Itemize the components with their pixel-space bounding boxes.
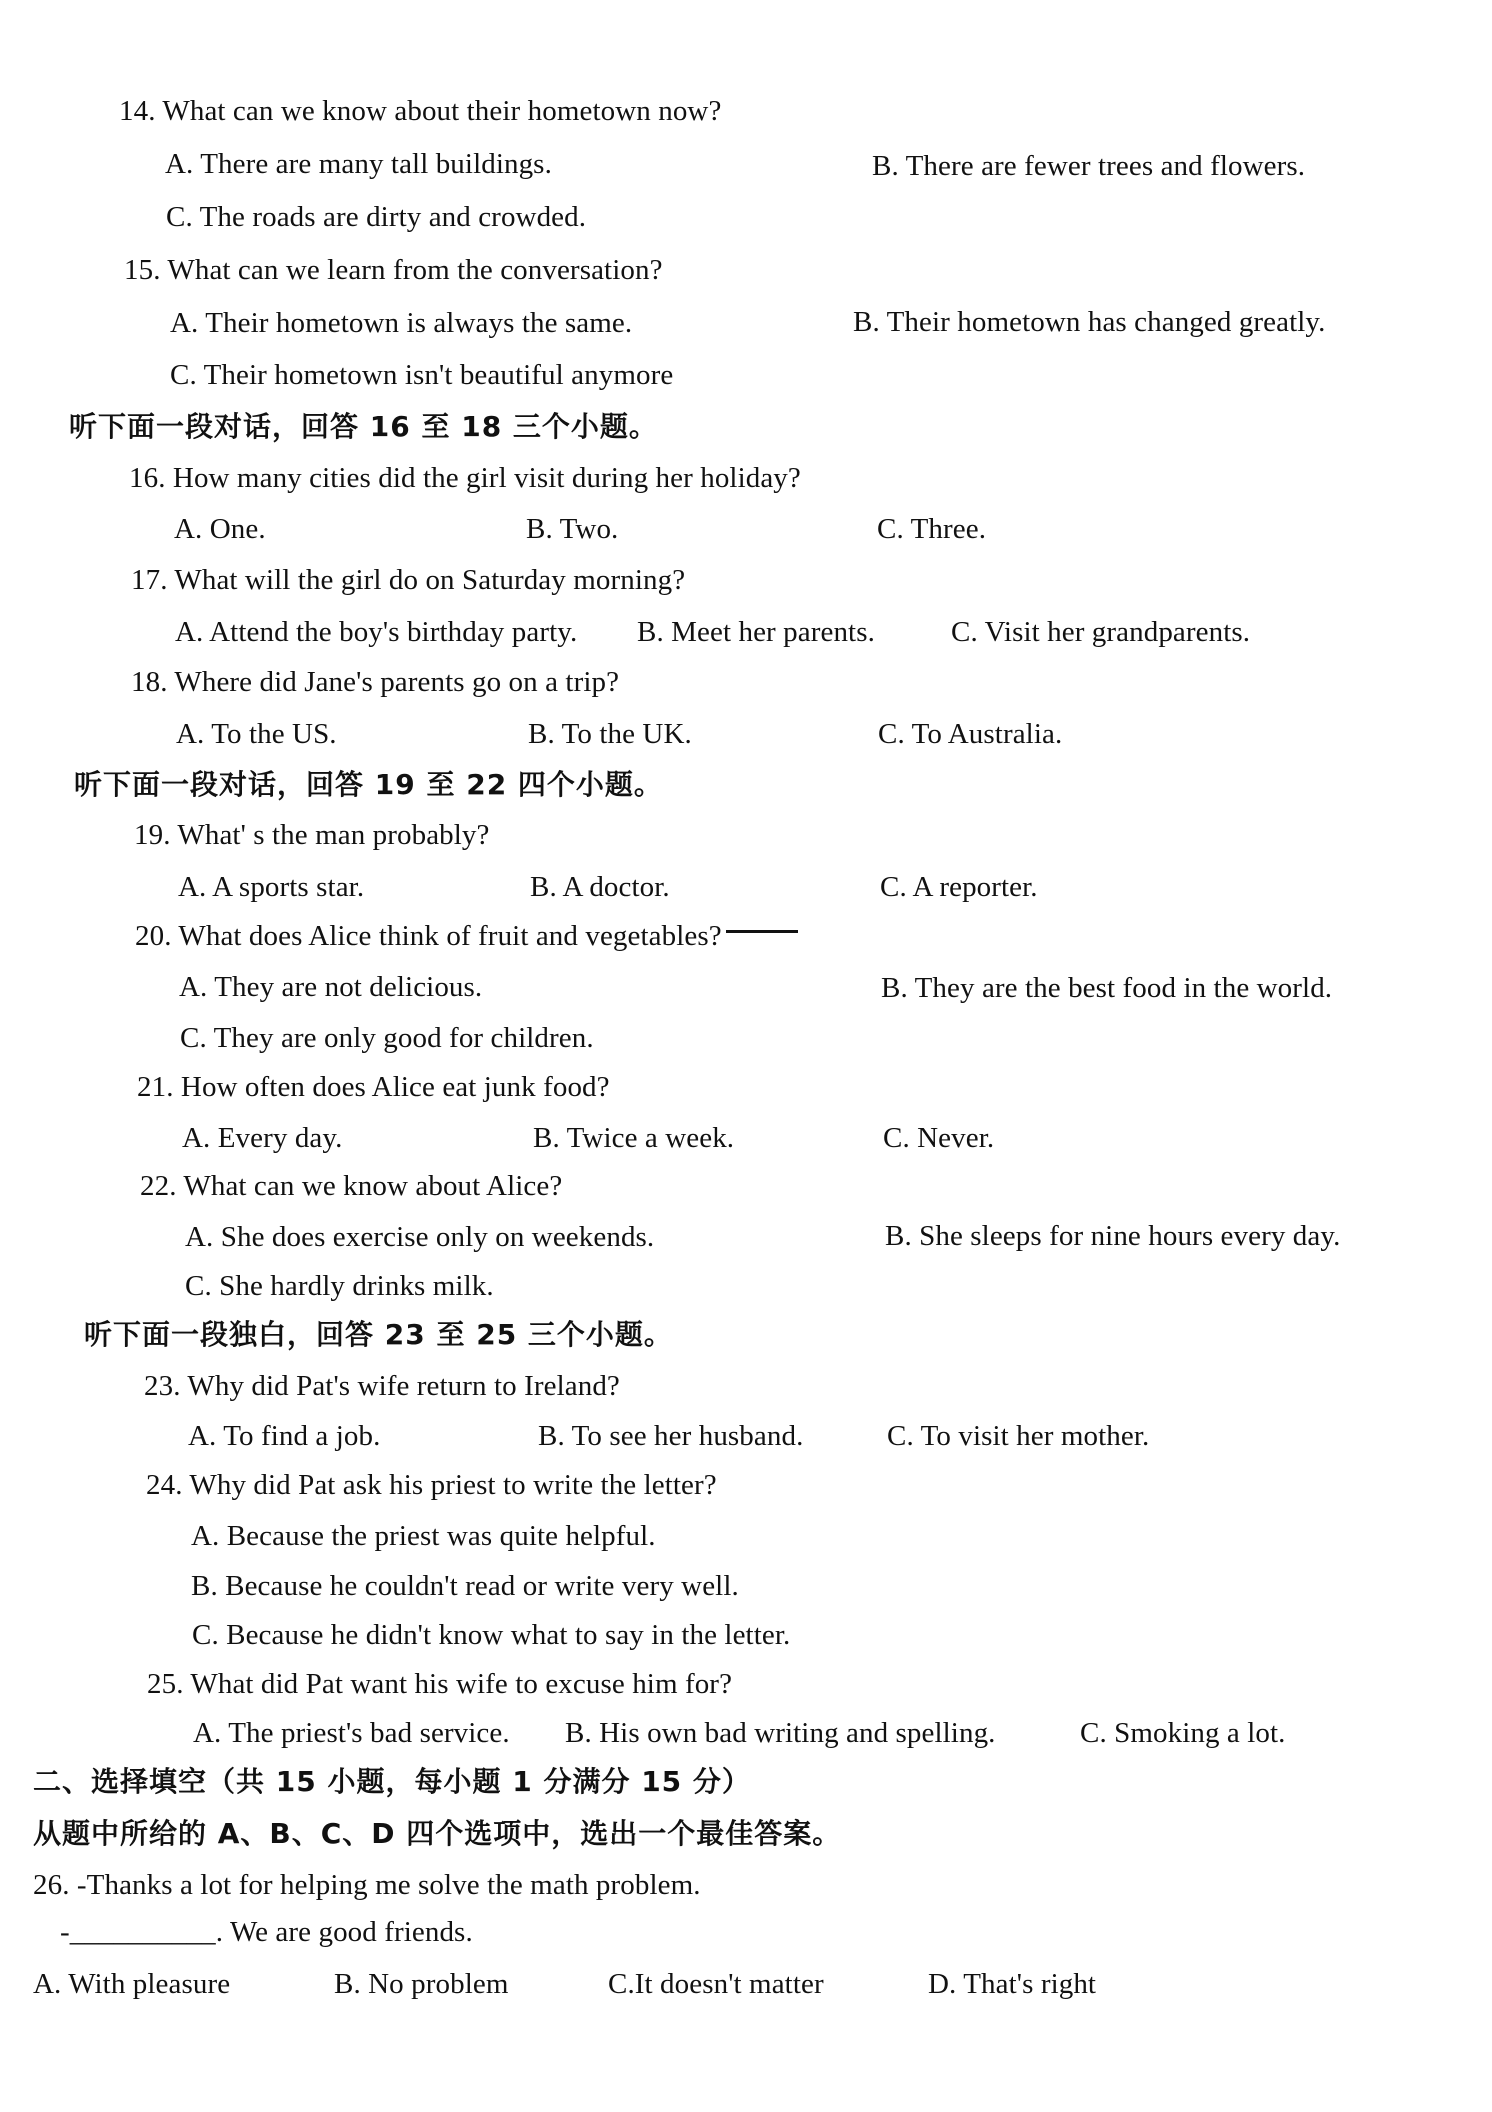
option-20c: C. They are only good for children. [180,1022,594,1054]
option-23a: A. To find a job. [188,1420,381,1452]
question-25: 25. What did Pat want his wife to excuse him for? [147,1668,733,1700]
option-23b: B. To see her husband. [538,1420,804,1452]
option-14b: B. There are fewer trees and flowers. [872,150,1306,182]
question-18: 18. Where did Jane's parents go on a trip? [131,666,620,698]
option-22b: B. She sleeps for nine hours every day. [885,1220,1341,1252]
question-26-line2 [60,1915,473,1949]
answer-blank: __________ [69,1916,216,1948]
question-17: 17. What will the girl do on Saturday morning? [131,564,686,596]
option-21c: C. Never. [883,1122,995,1154]
part-two-heading: 二、选择填空（共 15 小题，每小题 1 分满分 15 分） [33,1765,751,1798]
option-20a: A. They are not delicious. [179,971,483,1003]
option-23c: C. To visit her mother. [887,1420,1150,1452]
option-26c: C.It doesn't matter [608,1968,824,2000]
option-21b: B. Twice a week. [533,1122,735,1154]
option-22c: C. She hardly drinks milk. [185,1270,494,1302]
option-16a: A. One. [174,513,266,545]
option-19c: C. A reporter. [880,871,1038,903]
option-20b: B. They are the best food in the world. [881,972,1333,1004]
option-16b: B. Two. [526,513,619,545]
option-25a: A. The priest's bad service. [193,1717,510,1749]
option-15b: B. Their hometown has changed greatly. [853,306,1326,338]
option-15c: C. Their hometown isn't beautiful anymore [170,359,674,391]
section-instruction-23-25: 听下面一段独白，回答 23 至 25 三个小题。 [84,1318,673,1351]
question-23: 23. Why did Pat's wife return to Ireland? [144,1370,620,1402]
option-24a: A. Because the priest was quite helpful. [191,1520,656,1552]
option-17b: B. Meet her parents. [637,616,875,648]
option-22a: A. She does exercise only on weekends. [185,1221,655,1253]
option-17c: C. Visit her grandparents. [951,616,1251,648]
option-19a: A. A sports star. [178,871,365,903]
option-26d: D. That's right [928,1968,1097,2000]
option-14a: A. There are many tall buildings. [165,148,552,180]
question-19: 19. What' s the man probably? [134,819,490,851]
option-26a: A. With pleasure [33,1968,231,2000]
option-24b: B. Because he couldn't read or write very well. [191,1570,739,1602]
option-24c: C. Because he didn't know what to say in the letter. [192,1619,791,1651]
part-two-instruction: 从题中所给的 A、B、C、D 四个选项中，选出一个最佳答案。 [33,1817,842,1850]
option-15a: A. Their hometown is always the same. [170,307,633,339]
question-26-reply: . We are good friends. [215,1916,473,1948]
option-14c: C. The roads are dirty and crowded. [166,201,587,233]
dialogue-dash: - [60,1916,70,1948]
option-26b: B. No problem [334,1968,509,2000]
option-18c: C. To Australia. [878,718,1063,750]
question-26-line1: 26. -Thanks a lot for helping me solve the math problem. [33,1869,701,1901]
question-24: 24. Why did Pat ask his priest to write the letter? [146,1469,717,1501]
option-17a: A. Attend the boy's birthday party. [175,616,578,648]
question-15: 15. What can we learn from the conversation? [124,254,663,286]
question-14: 14. What can we know about their hometown now? [119,95,722,127]
option-19b: B. A doctor. [530,871,670,903]
option-21a: A. Every day. [182,1122,343,1154]
section-instruction-19-22: 听下面一段对话，回答 19 至 22 四个小题。 [74,768,663,801]
option-25b: B. His own bad writing and spelling. [565,1717,996,1749]
question-20: 20. What does Alice think of fruit and vegetables? [135,920,722,952]
option-16c: C. Three. [877,513,987,545]
pen-stroke-mark [726,930,798,933]
option-25c: C. Smoking a lot. [1080,1717,1286,1749]
question-16: 16. How many cities did the girl visit during her holiday? [129,462,801,494]
option-18a: A. To the US. [176,718,337,750]
section-instruction-16-18: 听下面一段对话，回答 16 至 18 三个小题。 [69,410,658,443]
question-21: 21. How often does Alice eat junk food? [137,1071,610,1103]
option-18b: B. To the UK. [528,718,692,750]
question-22: 22. What can we know about Alice? [140,1170,563,1202]
